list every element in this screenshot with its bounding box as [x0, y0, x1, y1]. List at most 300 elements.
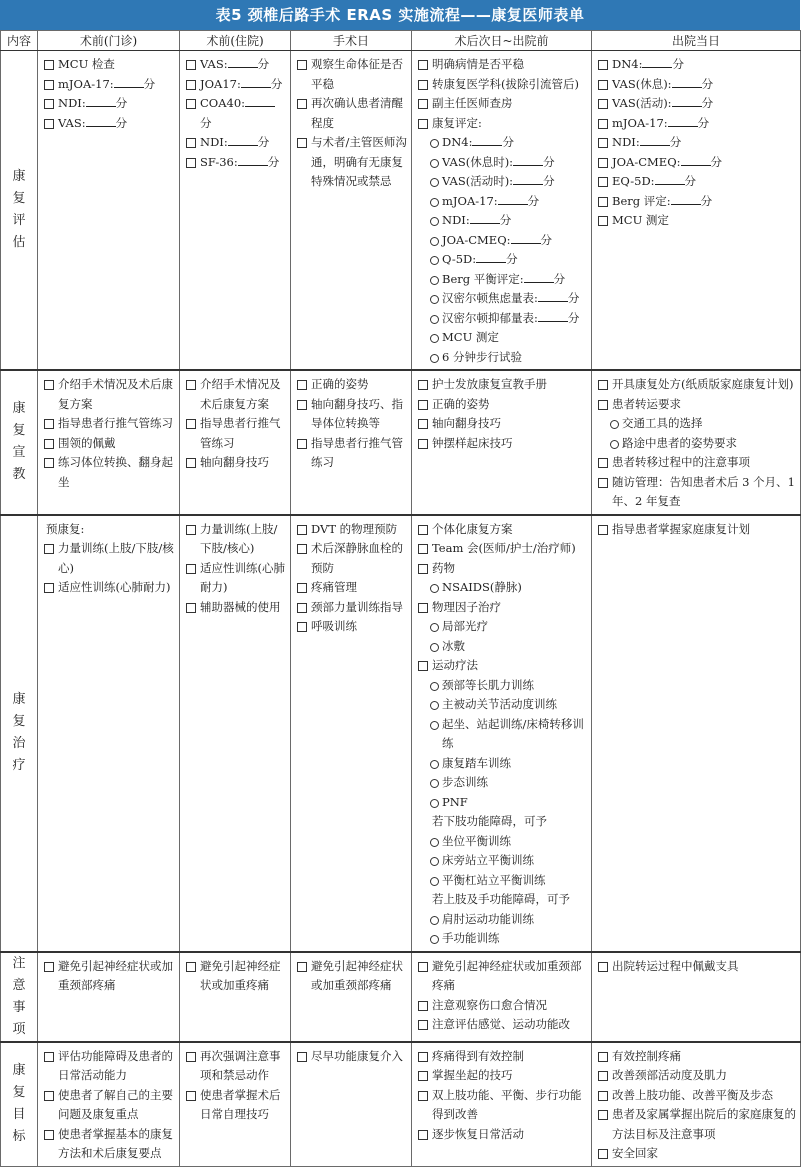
- item-text: 开具康复处方(纸质版家庭康复计划): [612, 377, 794, 391]
- item-text: 预康复:: [46, 521, 85, 536]
- item-text: 疼痛得到有效控制: [432, 1048, 524, 1063]
- radio-item[interactable]: [596, 414, 796, 434]
- checkbox-item[interactable]: [184, 957, 286, 996]
- checkbox-item[interactable]: [295, 598, 407, 618]
- header-row: [1, 31, 801, 51]
- item-list: [596, 55, 796, 231]
- item-text: 使患者掌握基本的康复方法和术后康复要点: [58, 1126, 173, 1160]
- checkbox-item[interactable]: [596, 1105, 796, 1144]
- list-item: [416, 812, 587, 832]
- item-text: 力量训练(上肢/下肢/核心): [58, 541, 174, 575]
- row-label: [1, 51, 38, 371]
- score-blank[interactable]: [228, 56, 258, 68]
- checkbox-item[interactable]: [416, 1047, 587, 1067]
- item-text: 适应性训练(心肺耐力): [58, 580, 171, 594]
- score-blank[interactable]: [672, 95, 702, 107]
- checkbox-item[interactable]: [42, 1086, 175, 1125]
- score-unit: 分: [697, 115, 710, 130]
- table-cell: [412, 370, 592, 515]
- item-text: 正确的姿势: [432, 396, 490, 411]
- item-text: VAS:: [200, 57, 228, 71]
- header-content: 内容: [1, 31, 38, 51]
- item-text: EQ-5D:: [612, 174, 655, 188]
- item-text: mJOA-17:: [612, 115, 668, 130]
- checkbox-item[interactable]: [416, 520, 587, 540]
- item-text: 轴向翻身技巧: [200, 455, 269, 469]
- table-cell: [592, 515, 801, 952]
- item-text: 尽早功能康复介入: [311, 1048, 403, 1063]
- checkbox-item[interactable]: [42, 414, 175, 434]
- score-unit: 分: [553, 271, 566, 286]
- radio-item[interactable]: [416, 832, 587, 852]
- item-text: 平衡杠站立平衡训练: [442, 872, 546, 887]
- item-text: 康复评定:: [432, 115, 482, 130]
- item-text: 路途中患者的姿势要求: [622, 435, 737, 450]
- checkbox-item[interactable]: [596, 453, 796, 473]
- radio-item[interactable]: [416, 270, 587, 290]
- score-unit: 分: [672, 57, 684, 71]
- item-list: [596, 1047, 796, 1164]
- checkbox-item[interactable]: [184, 133, 286, 153]
- radio-item[interactable]: [416, 133, 587, 153]
- checkbox-item[interactable]: [295, 1047, 407, 1067]
- radio-item[interactable]: [416, 871, 587, 891]
- score-blank[interactable]: [511, 232, 541, 244]
- checkbox-item[interactable]: [416, 414, 587, 434]
- item-text: Berg 评定:: [612, 193, 671, 208]
- item-text: 交通工具的选择: [622, 416, 703, 430]
- checkbox-item[interactable]: [184, 75, 286, 95]
- checkbox-item[interactable]: [596, 395, 796, 415]
- table-row: [1, 51, 801, 371]
- item-text: 指导患者行推气管练习: [58, 416, 173, 430]
- score-blank[interactable]: [238, 154, 268, 166]
- item-text: 康复踏车训练: [442, 755, 511, 770]
- score-blank[interactable]: [241, 76, 271, 88]
- item-text: mJOA-17:: [58, 76, 114, 91]
- item-list: [184, 55, 286, 172]
- score-blank[interactable]: [672, 76, 702, 88]
- checkbox-item[interactable]: [596, 520, 796, 540]
- item-text: DN4:: [612, 57, 643, 71]
- table-cell: [291, 952, 412, 1042]
- table-cell: [180, 1042, 291, 1167]
- item-list: [295, 957, 407, 996]
- item-list: [42, 1047, 175, 1164]
- item-text: 指导患者行推气管练习: [311, 435, 403, 469]
- checkbox-item[interactable]: [42, 539, 175, 578]
- checkbox-item[interactable]: [295, 957, 407, 996]
- table-row: [1, 370, 801, 515]
- checkbox-item[interactable]: [416, 1086, 587, 1125]
- checkbox-item[interactable]: [42, 75, 175, 95]
- checkbox-item[interactable]: [596, 473, 796, 512]
- radio-item[interactable]: [596, 434, 796, 454]
- radio-item[interactable]: [416, 578, 587, 598]
- checkbox-item[interactable]: [416, 1066, 587, 1086]
- radio-item[interactable]: [416, 773, 587, 793]
- checkbox-item[interactable]: [596, 153, 796, 173]
- checkbox-item[interactable]: [184, 559, 286, 598]
- item-list: [596, 375, 796, 512]
- item-text: JOA17:: [200, 76, 241, 91]
- checkbox-item[interactable]: [184, 55, 286, 75]
- item-list: [184, 1047, 286, 1125]
- row-label: [1, 515, 38, 952]
- item-text: 改善颈部活动度及肌力: [612, 1068, 727, 1082]
- checkbox-item[interactable]: [596, 1066, 796, 1086]
- item-text: PNF: [442, 794, 468, 809]
- item-text: 避免引起神经症状或加重疼痛: [200, 958, 281, 992]
- radio-item[interactable]: [416, 328, 587, 348]
- radio-item[interactable]: [416, 231, 587, 251]
- header-discharge-day: 出院当日: [592, 31, 801, 51]
- item-text: 术后深静脉血栓的预防: [311, 541, 403, 575]
- checkbox-item[interactable]: [596, 114, 796, 134]
- checkbox-item[interactable]: [295, 578, 407, 598]
- checkbox-item[interactable]: [416, 375, 587, 395]
- item-text: 再次强调注意事项和禁忌动作: [200, 1048, 281, 1082]
- item-text: 运动疗法: [432, 658, 478, 672]
- row-label: [1, 1042, 38, 1167]
- table-cell: [592, 1042, 801, 1167]
- checkbox-item[interactable]: [295, 133, 407, 192]
- checkbox-item[interactable]: [295, 55, 407, 94]
- item-text: 6 分钟步行试验: [442, 349, 522, 364]
- checkbox-item[interactable]: [596, 1086, 796, 1106]
- item-text: 步态训练: [442, 775, 488, 789]
- table-cell: [592, 51, 801, 371]
- score-blank[interactable]: [671, 193, 701, 205]
- row-label-text: 康复治疗: [12, 692, 26, 773]
- item-list: [42, 375, 175, 492]
- item-text: 患者转移过程中的注意事项: [612, 455, 750, 469]
- table-row: [1, 952, 801, 1042]
- item-text: 避免引起神经症状或加重颈部疼痛: [432, 958, 582, 992]
- checkbox-item[interactable]: [42, 957, 175, 996]
- table-row: [1, 1042, 801, 1167]
- checkbox-item[interactable]: [596, 172, 796, 192]
- item-text: 避免引起神经症状或加重颈部疼痛: [311, 958, 403, 992]
- item-text: 药物: [432, 560, 455, 575]
- item-text: 物理因子治疗: [432, 599, 501, 614]
- radio-item[interactable]: [416, 715, 587, 754]
- row-label: [1, 952, 38, 1042]
- item-list: [416, 55, 587, 367]
- checkbox-item[interactable]: [416, 1125, 587, 1145]
- score-blank[interactable]: [642, 56, 672, 68]
- item-text: 正确的姿势: [311, 377, 369, 391]
- table-cell: [592, 952, 801, 1042]
- score-blank[interactable]: [472, 134, 502, 146]
- score-unit: 分: [543, 174, 555, 188]
- item-text: 个体化康复方案: [432, 521, 513, 536]
- item-text: Q-5D:: [442, 252, 477, 266]
- score-blank[interactable]: [245, 95, 275, 107]
- item-text: 使患者掌握术后日常自理技巧: [200, 1087, 281, 1121]
- score-unit: 分: [499, 213, 512, 227]
- table-cell: [291, 1042, 412, 1167]
- checkbox-item[interactable]: [416, 114, 587, 134]
- table-cell: [38, 515, 180, 952]
- item-text: 若下肢功能障碍，可予: [432, 814, 547, 828]
- checkbox-item[interactable]: [416, 996, 587, 1016]
- radio-item[interactable]: [416, 348, 587, 368]
- row-label-text: 康复评估: [12, 169, 26, 250]
- checkbox-item[interactable]: [416, 75, 587, 95]
- item-list: [596, 520, 796, 540]
- radio-item[interactable]: [416, 793, 587, 813]
- score-unit: 分: [506, 252, 518, 266]
- item-text: mJOA-17:: [442, 193, 498, 208]
- score-unit: 分: [540, 232, 553, 247]
- checkbox-item[interactable]: [416, 55, 587, 75]
- table-cell: [291, 370, 412, 515]
- score-blank[interactable]: [470, 212, 500, 224]
- checkbox-item[interactable]: [596, 94, 796, 114]
- checkbox-item[interactable]: [184, 94, 286, 133]
- score-blank[interactable]: [524, 271, 554, 283]
- checkbox-item[interactable]: [42, 578, 175, 598]
- item-text: 改善上肢功能、改善平衡及步态: [612, 1087, 773, 1102]
- score-blank[interactable]: [655, 173, 685, 185]
- item-text: 副主任医师查房: [432, 96, 513, 110]
- radio-item[interactable]: [416, 289, 587, 309]
- item-text: 护士发放康复宣教手册: [432, 377, 547, 391]
- item-text: 评估功能障碍及患者的日常活动能力: [58, 1048, 173, 1082]
- rehab-form-table: [0, 30, 801, 1167]
- score-unit: 分: [115, 115, 128, 130]
- item-text: MCU 检查: [58, 57, 115, 71]
- score-blank[interactable]: [498, 193, 528, 205]
- item-text: 双上肢功能、平衡、步行功能得到改善: [432, 1087, 582, 1121]
- table-cell: [38, 1042, 180, 1167]
- radio-item[interactable]: [416, 851, 587, 871]
- radio-item[interactable]: [416, 754, 587, 774]
- checkbox-item[interactable]: [184, 598, 286, 618]
- item-list: [295, 375, 407, 473]
- item-text: JOA-CMEQ:: [612, 154, 681, 169]
- table-cell: [291, 51, 412, 371]
- item-text: 指导患者行推气管练习: [200, 416, 281, 450]
- item-text: SF-36:: [200, 154, 238, 169]
- item-text: 起坐、站起训练/床椅转移训练: [442, 716, 584, 750]
- item-text: 有效控制疼痛: [612, 1048, 681, 1063]
- item-text: 坐位平衡训练: [442, 833, 511, 848]
- list-item: [42, 520, 175, 540]
- checkbox-item[interactable]: [184, 520, 286, 559]
- item-text: 出院转运过程中佩戴支具: [612, 958, 739, 973]
- item-text: 与术者/主管医师沟通，明确有无康复特殊情况或禁忌: [311, 135, 407, 188]
- item-list: [295, 1047, 407, 1067]
- item-text: 使患者了解自己的主要问题及康复重点: [58, 1087, 173, 1121]
- checkbox-item[interactable]: [42, 434, 175, 454]
- checkbox-item[interactable]: [184, 1086, 286, 1125]
- item-text: NDI:: [200, 135, 228, 149]
- item-text: 患者及家属掌握出院后的家庭康复的方法目标及注意事项: [612, 1107, 796, 1141]
- item-text: 若上肢及手功能障碍，可予: [432, 892, 570, 906]
- item-text: 练习体位转换、翻身起坐: [58, 455, 173, 489]
- item-text: 手功能训练: [442, 931, 500, 945]
- item-text: 安全回家: [612, 1146, 658, 1160]
- checkbox-item[interactable]: [42, 1047, 175, 1086]
- score-unit: 分: [701, 96, 714, 110]
- checkbox-item[interactable]: [416, 395, 587, 415]
- score-unit: 分: [567, 291, 580, 305]
- item-text: 局部光疗: [442, 619, 488, 633]
- score-blank[interactable]: [538, 310, 568, 322]
- score-blank[interactable]: [228, 134, 258, 146]
- item-list: [295, 55, 407, 192]
- checkbox-item[interactable]: [596, 55, 796, 75]
- score-blank[interactable]: [86, 115, 116, 127]
- radio-item[interactable]: [416, 676, 587, 696]
- checkbox-item[interactable]: [184, 1047, 286, 1086]
- item-text: 注意观察伤口愈合情况: [432, 997, 547, 1012]
- row-label-text: 注意事项: [12, 955, 26, 1037]
- radio-item[interactable]: [416, 309, 587, 329]
- score-unit: 分: [200, 115, 212, 130]
- score-blank[interactable]: [513, 173, 543, 185]
- item-text: NDI:: [58, 96, 86, 110]
- score-blank[interactable]: [86, 95, 116, 107]
- score-blank[interactable]: [513, 154, 543, 166]
- radio-item[interactable]: [416, 172, 587, 192]
- item-text: 随访管理：告知患者术后 3 个月、1 年、2 年复查: [612, 474, 795, 508]
- item-text: VAS(休息):: [612, 76, 672, 91]
- score-unit: 分: [115, 96, 128, 110]
- checkbox-item[interactable]: [596, 211, 796, 231]
- checkbox-item[interactable]: [416, 539, 587, 559]
- checkbox-item[interactable]: [416, 656, 587, 676]
- checkbox-item[interactable]: [416, 957, 587, 996]
- item-text: 观察生命体征是否平稳: [311, 57, 403, 91]
- checkbox-item[interactable]: [416, 1015, 587, 1035]
- item-text: Berg 平衡评定:: [442, 271, 524, 286]
- checkbox-item[interactable]: [295, 539, 407, 578]
- radio-item[interactable]: [416, 637, 587, 657]
- checkbox-item[interactable]: [596, 375, 796, 395]
- checkbox-item[interactable]: [416, 94, 587, 114]
- checkbox-item[interactable]: [42, 114, 175, 134]
- item-text: 主被动关节活动度训练: [442, 697, 557, 711]
- row-label: [1, 370, 38, 515]
- checkbox-item[interactable]: [295, 617, 407, 637]
- item-text: 患者转运要求: [612, 396, 681, 411]
- radio-item[interactable]: [416, 250, 587, 270]
- item-text: 转康复医学科(拔除引流管后): [432, 76, 579, 91]
- checkbox-item[interactable]: [596, 1144, 796, 1164]
- item-text: VAS(活动时):: [442, 174, 514, 188]
- item-text: 颈部等长肌力训练: [442, 677, 534, 692]
- list-item: [416, 890, 587, 910]
- radio-item[interactable]: [416, 617, 587, 637]
- item-text: 轴向翻身技巧、指导体位转换等: [311, 396, 403, 430]
- radio-item[interactable]: [416, 910, 587, 930]
- checkbox-item[interactable]: [42, 453, 175, 492]
- item-text: NDI:: [442, 213, 470, 227]
- item-text: MCU 测定: [612, 213, 669, 227]
- checkbox-item[interactable]: [596, 1047, 796, 1067]
- radio-item[interactable]: [416, 153, 587, 173]
- score-blank[interactable]: [668, 115, 698, 127]
- item-list: [42, 55, 175, 133]
- score-unit: 分: [502, 135, 514, 149]
- checkbox-item[interactable]: [416, 434, 587, 454]
- checkbox-item[interactable]: [416, 559, 587, 579]
- item-list: [416, 375, 587, 453]
- item-list: [416, 1047, 587, 1145]
- radio-item[interactable]: [416, 695, 587, 715]
- checkbox-item[interactable]: [184, 414, 286, 453]
- score-unit: 分: [701, 76, 714, 91]
- score-blank[interactable]: [476, 251, 506, 263]
- item-text: VAS:: [58, 115, 86, 130]
- table-title: 表5 颈椎后路手术 ERAS 实施流程——康复医师表单: [0, 0, 800, 30]
- item-text: 掌握坐起的技巧: [432, 1068, 513, 1082]
- score-blank[interactable]: [114, 76, 144, 88]
- checkbox-item[interactable]: [416, 598, 587, 618]
- item-text: 再次确认患者清醒程度: [311, 96, 403, 130]
- item-text: 冰敷: [442, 638, 465, 653]
- radio-item[interactable]: [416, 929, 587, 949]
- table-cell: [291, 515, 412, 952]
- checkbox-item[interactable]: [295, 94, 407, 133]
- checkbox-item[interactable]: [42, 55, 175, 75]
- checkbox-item[interactable]: [184, 453, 286, 473]
- header-preop-inpatient: 术前(住院): [180, 31, 291, 51]
- checkbox-item[interactable]: [295, 395, 407, 434]
- checkbox-item[interactable]: [42, 94, 175, 114]
- checkbox-item[interactable]: [295, 375, 407, 395]
- item-text: 疼痛管理: [311, 580, 357, 594]
- item-list: [416, 957, 587, 1035]
- score-blank[interactable]: [538, 290, 568, 302]
- item-list: [184, 375, 286, 473]
- checkbox-item[interactable]: [596, 75, 796, 95]
- item-text: 注意评估感觉、运动功能改: [432, 1017, 570, 1031]
- table-cell: [412, 1042, 592, 1167]
- checkbox-item[interactable]: [42, 375, 175, 414]
- checkbox-item[interactable]: [596, 957, 796, 977]
- radio-item[interactable]: [416, 211, 587, 231]
- checkbox-item[interactable]: [596, 192, 796, 212]
- checkbox-item[interactable]: [184, 153, 286, 173]
- item-text: Team 会(医师/护士/治疗师): [432, 541, 576, 555]
- item-text: 逐步恢复日常活动: [432, 1126, 524, 1141]
- score-unit: 分: [257, 135, 270, 149]
- score-blank[interactable]: [681, 154, 711, 166]
- checkbox-item[interactable]: [596, 133, 796, 153]
- item-text: 明确病情是否平稳: [432, 57, 524, 71]
- checkbox-item[interactable]: [295, 434, 407, 473]
- table-cell: [38, 952, 180, 1042]
- item-text: 指导患者掌握家庭康复计划: [612, 521, 750, 536]
- row-label-text: 康复目标: [12, 1063, 26, 1144]
- item-list: [42, 520, 175, 598]
- checkbox-item[interactable]: [295, 520, 407, 540]
- checkbox-item[interactable]: [184, 375, 286, 414]
- score-unit: 分: [567, 310, 580, 325]
- score-unit: 分: [143, 76, 156, 91]
- item-text: 床旁站立平衡训练: [442, 853, 534, 867]
- score-blank[interactable]: [640, 134, 670, 146]
- item-text: 介绍手术情况及术后康复方案: [200, 377, 281, 411]
- radio-item[interactable]: [416, 192, 587, 212]
- checkbox-item[interactable]: [42, 1125, 175, 1164]
- item-text: 颈部力量训练指导: [311, 599, 403, 614]
- score-unit: 分: [543, 154, 555, 169]
